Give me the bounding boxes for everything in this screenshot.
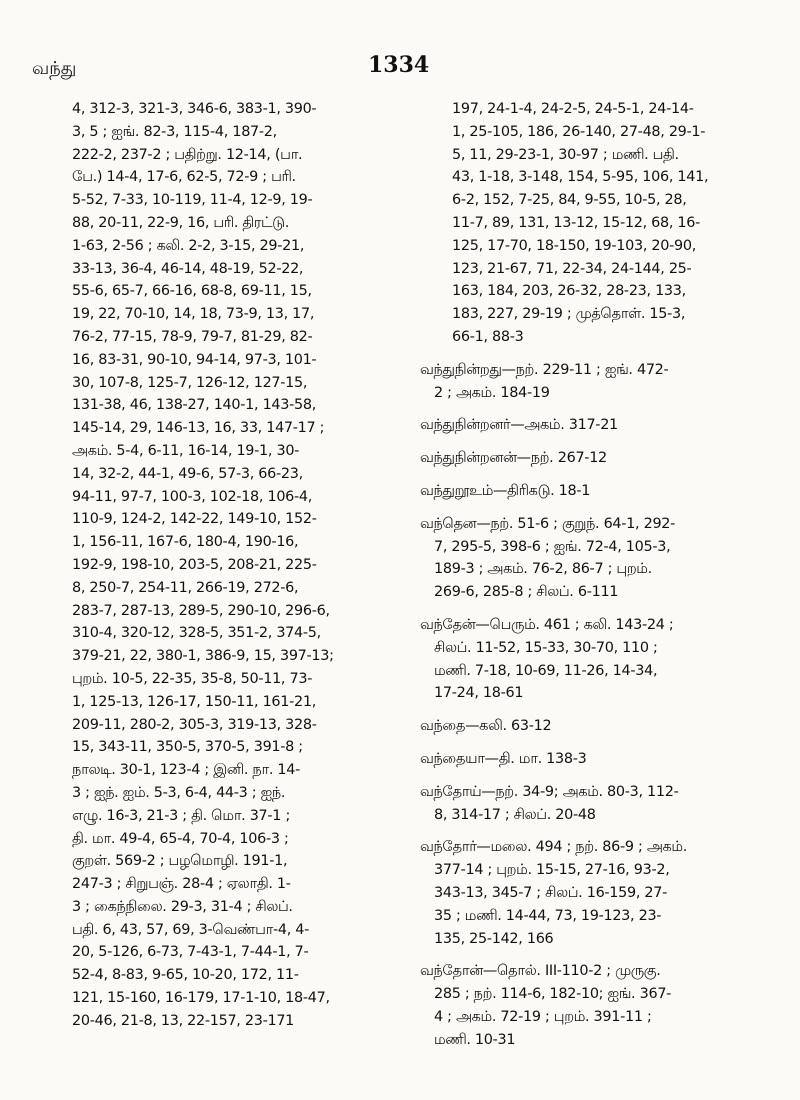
entry-list [420, 359, 765, 1052]
text-line: 379-21, 22, 380-1, 386-9, 15, 397-13; [72, 648, 334, 665]
dictionary-entry [420, 960, 765, 1051]
text-line: 76-2, 77-15, 78-9, 79-7, 81-29, 82- [72, 328, 313, 345]
text-line: வந்துநின்றனர்—அகம். 317-21 [420, 417, 618, 434]
text-line: 33-13, 36-4, 46-14, 48-19, 52-22, [72, 260, 304, 277]
page-number: 1334 [368, 52, 430, 78]
text-line: 20-46, 21-8, 13, 22-157, 23-171 [72, 1012, 295, 1029]
text-line: வந்தோன்—தொல். III-110-2 ; முருகு. [420, 963, 661, 980]
text-line: 3 ; கைந்நிலை. 29-3, 31-4 ; சிலப். [72, 898, 293, 915]
dictionary-entry [420, 614, 765, 705]
text-line: 222-2, 237-2 ; பதிற்று. 12-14, (பா. [72, 146, 303, 163]
text-line: 310-4, 320-12, 328-5, 351-2, 374-5, [72, 625, 321, 642]
text-line: 285 ; நற். 114-6, 182-10; ஐங். 367- [434, 986, 672, 1003]
text-line: 3, 5 ; ஐங். 82-3, 115-4, 187-2, [72, 123, 277, 140]
text-line: 125, 17-70, 18-150, 19-103, 20-90, [452, 237, 697, 254]
text-line: குறள். 569-2 ; பழமொழி. 191-1, [72, 853, 288, 870]
text-line: 189-3 ; அகம். 76-2, 86-7 ; புறம். [434, 561, 652, 578]
text-line: 197, 24-1-4, 24-2-5, 24-5-1, 24-14- [452, 101, 694, 117]
text-line: 343-13, 345-7 ; சிலப். 16-159, 27- [434, 884, 668, 901]
text-line: 8, 250-7, 254-11, 266-19, 272-6, [72, 579, 299, 596]
text-line: எழு. 16-3, 21-3 ; தி. மொ. 37-1 ; [72, 807, 290, 824]
text-line: வந்தை—கலி. 63-12 [420, 718, 552, 735]
text-line: மணி. 10-31 [434, 1031, 516, 1048]
text-line: 3 ; ஐந். ஐம். 5-3, 6-4, 44-3 ; ஐந். [72, 784, 286, 801]
text-line: 20, 5-126, 6-73, 7-43-1, 7-44-1, 7- [72, 944, 309, 961]
text-line: 5, 11, 29-23-1, 30-97 ; மணி. பதி. [452, 146, 679, 163]
text-line: 52-4, 8-83, 9-65, 10-20, 172, 11- [72, 967, 299, 984]
text-line: 88, 20-11, 22-9, 16, பரி. திரட்டு. [72, 214, 290, 231]
dictionary-entry [420, 480, 765, 503]
text-line: 1, 25-105, 186, 26-140, 27-48, 29-1- [452, 123, 706, 140]
text-line: 192-9, 198-10, 203-5, 208-21, 225- [72, 556, 317, 573]
text-line: 183, 227, 29-19 ; முத்தொள். 15-3, [452, 306, 686, 323]
text-line: 121, 15-160, 16-179, 17-1-10, 18-47, [72, 990, 330, 1007]
text-line: 209-11, 280-2, 305-3, 319-13, 328- [72, 716, 317, 733]
dictionary-entry [420, 781, 765, 827]
text-line: 16, 83-31, 90-10, 94-14, 97-3, 101- [72, 351, 317, 368]
text-line: சிலப். 11-52, 15-33, 30-70, 110 ; [434, 639, 658, 656]
text-line: 5-52, 7-33, 10-119, 11-4, 12-9, 19- [72, 192, 313, 209]
text-line: 377-14 ; புறம். 15-15, 27-16, 93-2, [434, 862, 670, 879]
dictionary-entry [420, 748, 765, 771]
text-line: 11-7, 89, 131, 13-12, 15-12, 68, 16- [452, 214, 700, 231]
text-line: 163, 184, 203, 26-32, 28-23, 133, [452, 283, 686, 300]
text-line: 7, 295-5, 398-6 ; ஐங். 72-4, 105-3, [434, 538, 671, 555]
text-line: 43, 1-18, 3-148, 154, 5-95, 106, 141, [452, 169, 709, 186]
text-line: 123, 21-67, 71, 22-34, 24-144, 25- [452, 260, 692, 277]
text-line: 66-1, 88-3 [452, 328, 524, 345]
text-line: 19, 22, 70-10, 14, 18, 73-9, 13, 17, [72, 306, 315, 323]
text-line: 283-7, 287-13, 289-5, 290-10, 296-6, [72, 602, 330, 619]
text-line: 269-6, 285-8 ; சிலப். 6-111 [434, 584, 619, 601]
text-line: வந்துநின்றது—நற். 229-11 ; ஐங். 472- [420, 361, 669, 378]
text-line: 2 ; அகம். 184-19 [434, 384, 550, 401]
right-column [420, 98, 765, 1061]
text-line: 4, 312-3, 321-3, 346-6, 383-1, 390- [72, 101, 317, 117]
text-line: 247-3 ; சிறுபஞ். 28-4 ; ஏலாதி. 1- [72, 876, 291, 893]
text-line: பதி. 6, 43, 57, 69, 3-வெண்பா-4, 4- [72, 921, 310, 938]
text-line: வந்துநின்றனன்—நற். 267-12 [420, 450, 607, 467]
dictionary-entry [420, 836, 765, 950]
dictionary-entry [420, 359, 765, 405]
text-line: வந்தேன்—பெரும். 461 ; கலி. 143-24 ; [420, 616, 674, 633]
text-line: வந்தென—நற். 51-6 ; குறுந். 64-1, 292- [420, 515, 676, 532]
dictionary-entry [420, 513, 765, 604]
text-line: பே.) 14-4, 17-6, 62-5, 72-9 ; பரி. [72, 169, 296, 186]
dictionary-entry [420, 715, 765, 738]
running-headword: வந்து [32, 58, 77, 79]
text-line: தி. மா. 49-4, 65-4, 70-4, 106-3 ; [72, 830, 289, 847]
text-line: 17-24, 18-61 [434, 685, 524, 702]
text-line: 131-38, 46, 138-27, 140-1, 143-58, [72, 397, 317, 414]
text-line: 135, 25-142, 166 [434, 930, 554, 947]
dictionary-entry [420, 414, 765, 437]
text-line: புறம். 10-5, 22-35, 35-8, 50-11, 73- [72, 670, 313, 687]
text-line: 4 ; அகம். 72-19 ; புறம். 391-11 ; [434, 1008, 652, 1025]
text-line: 6-2, 152, 7-25, 84, 9-55, 10-5, 28, [452, 192, 687, 209]
text-line: 30, 107-8, 125-7, 126-12, 127-15, [72, 374, 308, 391]
text-line: 8, 314-17 ; சிலப். 20-48 [434, 806, 596, 823]
text-line: வந்தோர்—மலை. 494 ; நற். 86-9 ; அகம். [420, 839, 687, 856]
text-line: மணி. 7-18, 10-69, 11-26, 14-34, [434, 662, 658, 679]
text-line: 1, 156-11, 167-6, 180-4, 190-16, [72, 534, 299, 551]
text-line: 1-63, 2-56 ; கலி. 2-2, 3-15, 29-21, [72, 237, 305, 254]
text-line: வந்தோய்—நற். 34-9; அகம். 80-3, 112- [420, 783, 679, 800]
text-line: 94-11, 97-7, 100-3, 102-18, 106-4, [72, 488, 313, 505]
left-column [72, 98, 402, 1033]
text-line: 1, 125-13, 126-17, 150-11, 161-21, [72, 693, 317, 710]
text-line: 145-14, 29, 146-13, 16, 33, 147-17 ; [72, 420, 325, 437]
text-line: 55-6, 65-7, 66-16, 68-8, 69-11, 15, [72, 283, 312, 300]
text-line: 15, 343-11, 350-5, 370-5, 391-8 ; [72, 739, 303, 756]
text-line: 14, 32-2, 44-1, 49-6, 57-3, 66-23, [72, 465, 303, 482]
continued-entry-block [420, 98, 765, 349]
text-line: வந்தையா—தி. மா. 138-3 [420, 750, 587, 767]
text-line: வந்துறூஉம்—திரிகடு. 18-1 [420, 482, 591, 499]
dictionary-entry [420, 447, 765, 470]
text-line: அகம். 5-4, 6-11, 16-14, 19-1, 30- [72, 442, 300, 459]
text-line: நாலடி. 30-1, 123-4 ; இனி. நா. 14- [72, 762, 300, 779]
text-line: 110-9, 124-2, 142-22, 149-10, 152- [72, 511, 317, 528]
text-line: 35 ; மணி. 14-44, 73, 19-123, 23- [434, 907, 662, 924]
